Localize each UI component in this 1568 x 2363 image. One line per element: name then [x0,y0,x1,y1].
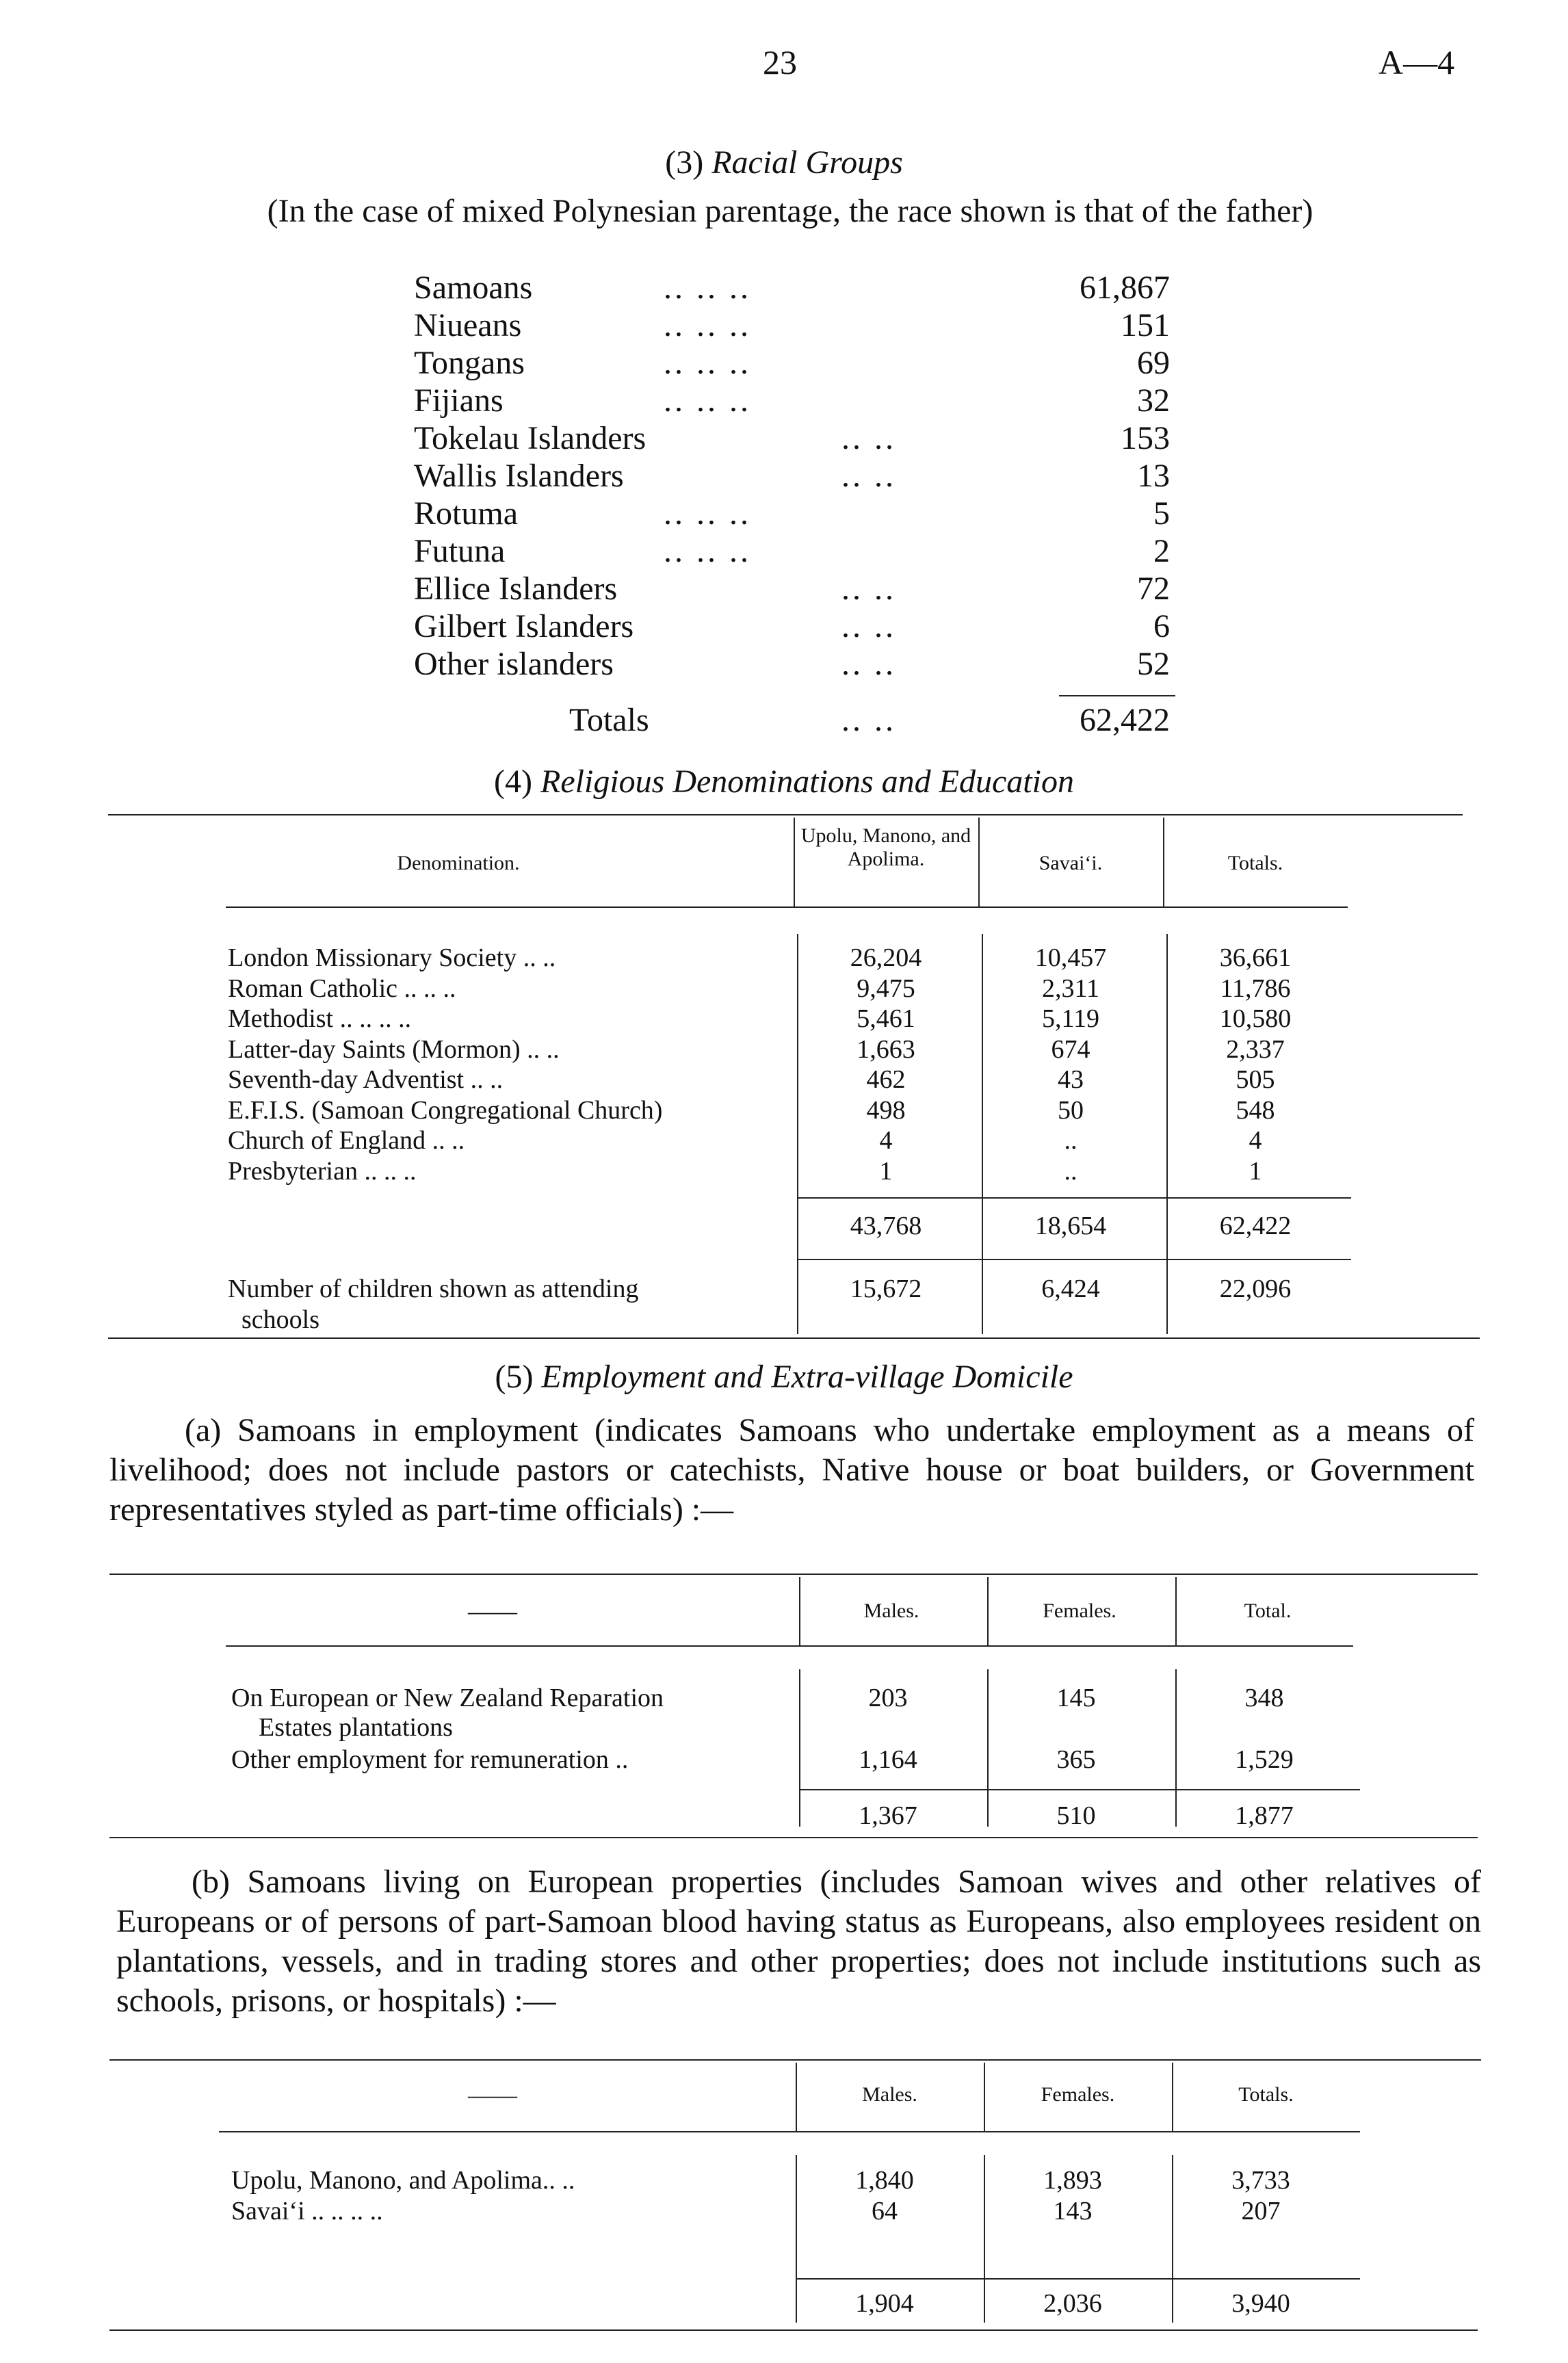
properties-head-dash: —— [468,2081,517,2109]
employment-row1-males: 203 [868,1684,908,1712]
religion-children-rule [797,1259,1351,1260]
religion-head-totals: Totals. [1227,852,1283,874]
employment-head-dash: —— [468,1597,517,1625]
employment-row2-males: 1,164 [859,1745,917,1774]
religion-row-upolu: 1,663 [857,1034,915,1064]
religion-row-savaii: .. [1064,1156,1077,1186]
religion-row-total: 36,661 [1219,943,1292,972]
religion-row-savaii: 10,457 [1034,943,1107,972]
children-upolu: 15,672 [850,1275,922,1303]
racial-row-dots: .. .. .. [664,345,751,381]
employment-row2-total: 1,529 [1235,1745,1294,1774]
religion-row-upolu: 4 [879,1126,893,1155]
employment-body-divider-3 [1175,1669,1177,1827]
properties-head-divider-3 [1172,2063,1173,2131]
racial-row-dots: .. .. .. [664,307,751,343]
employment-head-divider-1 [799,1577,800,1645]
racial-row-value: 69 [1137,345,1170,381]
racial-total-value: 62,422 [1080,702,1170,738]
properties-body-divider-3 [1172,2155,1173,2323]
religion-row-total: 2,337 [1226,1034,1285,1064]
employment-head-total: Total. [1244,1600,1292,1622]
racial-row-value: 32 [1137,382,1170,419]
religion-top-rule [108,814,1463,815]
properties-sum-females: 2,036 [1043,2289,1102,2318]
employment-sum-total: 1,877 [1235,1801,1294,1830]
properties-top-rule [109,2059,1481,2061]
religion-head-divider-1 [794,818,795,906]
religion-title: (4) Religious Denominations and Education [494,763,1074,800]
racial-row-dots: .. .. [841,458,896,494]
religion-body-divider-1 [797,934,798,1334]
employment-title: (5) Employment and Extra-village Domicile [495,1359,1073,1395]
racial-row-value: 6 [1153,608,1170,644]
religion-row-total: 11,786 [1220,974,1291,1003]
religion-row-upolu: 26,204 [850,943,922,972]
religion-bottom-rule [108,1337,1480,1339]
properties-row2-total: 207 [1241,2197,1281,2225]
racial-row-name: Other islanders [414,646,614,682]
properties-row1-name: Upolu, Manono, and Apolima.. .. [231,2166,575,2195]
properties-head-rule [219,2131,1360,2132]
employment-head-males: Males. [863,1600,919,1622]
religion-row-name: Roman Catholic .. .. .. [228,974,456,1003]
religion-row-total: 548 [1236,1095,1275,1125]
religion-head-rule [226,906,1348,908]
religion-row-upolu: 9,475 [857,974,915,1003]
religion-row-upolu: 498 [866,1095,906,1125]
racial-total-rule [1059,695,1175,696]
religion-row-name: London Missionary Society .. .. [228,943,556,972]
religion-row-name: Presbyterian .. .. .. [228,1156,417,1186]
racial-row-name: Niueans [414,307,522,343]
racial-row-dots: .. .. .. [664,382,751,419]
racial-row-value: 52 [1137,646,1170,682]
racial-row-name: Rotuma [414,495,518,532]
racial-total-dots: .. .. [841,702,896,738]
employment-head-females: Females. [1043,1600,1116,1622]
children-label-line2: schools [241,1305,319,1334]
properties-head-totals: Totals. [1238,2083,1294,2106]
employment-row1-name1: On European or New Zealand Reparation [231,1684,664,1712]
racial-row-dots: .. .. .. [664,533,751,569]
religion-sum-rule [797,1197,1351,1199]
properties-row2-males: 64 [872,2197,898,2225]
employment-para-a: (a) Samoans in employment (indicates Samoans who undertake employment as a means of livelihood; does not include pastors or catechists, Native house or boat builders, or Government representatives styled as part-time officials) :— [109,1412,1474,1528]
employment-row1-name2: Estates plantations [259,1713,453,1742]
religion-head-denomination: Denomination. [397,852,520,874]
properties-bottom-rule [109,2329,1478,2331]
religion-row-name: Methodist .. .. .. .. [228,1004,412,1033]
employment-row2-females: 365 [1056,1745,1096,1774]
page-number: 23 [763,43,797,81]
properties-body-divider-2 [984,2155,985,2323]
racial-row-dots: .. .. [841,420,896,456]
racial-row-name: Futuna [414,533,506,569]
children-label-line1: Number of children shown as attending [228,1275,639,1303]
racial-groups-title: (3) Racial Groups [665,144,903,181]
employment-body-divider-2 [987,1669,989,1827]
racial-row-value: 72 [1137,571,1170,607]
racial-row-value: 13 [1137,458,1170,494]
religion-row-upolu: 5,461 [857,1004,915,1033]
religion-sum-savaii: 18,654 [1034,1212,1107,1240]
racial-row-name: Samoans [414,270,533,306]
employment-head-rule [226,1645,1353,1647]
religion-row-total: 10,580 [1219,1004,1292,1033]
racial-row-dots: .. .. .. [664,270,751,306]
religion-row-name: Latter-day Saints (Mormon) .. .. [228,1034,560,1064]
religion-row-savaii: 674 [1051,1034,1090,1064]
properties-row1-males: 1,840 [855,2166,914,2195]
religion-row-savaii: .. [1064,1126,1077,1155]
properties-sum-males: 1,904 [855,2289,914,2318]
employment-bottom-rule [109,1837,1478,1838]
employment-head-divider-2 [987,1577,989,1645]
employment-body-divider-1 [799,1669,800,1827]
properties-sum-total: 3,940 [1231,2289,1290,2318]
racial-row-name: Tokelau Islanders [414,420,646,456]
employment-sum-males: 1,367 [859,1801,917,1830]
racial-row-dots: .. .. [841,608,896,644]
employment-row2-name1: Other employment for remuneration .. [231,1745,629,1774]
racial-groups-note: (In the case of mixed Polynesian parentage, the race shown is that of the father) [267,193,1314,229]
properties-row1-females: 1,893 [1043,2166,1102,2195]
religion-row-savaii: 2,311 [1041,974,1100,1003]
religion-head-divider-3 [1163,818,1164,906]
religion-row-savaii: 43 [1058,1065,1084,1094]
religion-row-total: 4 [1249,1126,1262,1155]
employment-top-rule [109,1574,1478,1575]
racial-row-value: 153 [1121,420,1170,456]
religion-row-name: E.F.I.S. (Samoan Congregational Church) [228,1095,663,1125]
properties-row2-name: Savai‘i .. .. .. .. [231,2197,383,2225]
properties-head-males: Males. [862,2083,917,2106]
properties-head-divider-2 [984,2063,985,2131]
properties-body-divider-1 [796,2155,797,2323]
racial-row-dots: .. .. [841,571,896,607]
racial-row-value: 61,867 [1080,270,1170,306]
racial-row-value: 2 [1153,533,1170,569]
properties-para-b: (b) Samoans living on European properties (includes Samoan wives and other relatives of Europeans or of persons of part-Samoan blood having status as Europeans, also employees resident on plantations, vessels, and in trading stores and other properties; does not include institutions such as schools, prisons, or hospitals) :— [116,1864,1481,2019]
employment-row1-total: 348 [1244,1684,1284,1712]
properties-sum-rule [796,2278,1360,2280]
properties-row1-total: 3,733 [1231,2166,1290,2195]
racial-row-name: Fijians [414,382,504,419]
properties-head-divider-1 [796,2063,797,2131]
racial-row-name: Tongans [414,345,525,381]
properties-head-females: Females. [1041,2083,1115,2106]
properties-row2-females: 143 [1053,2197,1093,2225]
religion-row-savaii: 50 [1058,1095,1084,1125]
employment-head-divider-3 [1175,1577,1177,1645]
employment-row1-females: 145 [1056,1684,1096,1712]
employment-sum-rule [799,1789,1360,1790]
racial-total-label: Totals [569,702,649,738]
religion-row-upolu: 1 [879,1156,893,1186]
religion-sum-total: 62,422 [1219,1212,1292,1240]
religion-row-savaii: 5,119 [1041,1004,1100,1033]
religion-body-divider-3 [1166,934,1168,1334]
racial-row-dots: .. .. .. [664,495,751,532]
religion-body-divider-2 [982,934,983,1334]
religion-row-name: Seventh-day Adventist .. .. [228,1065,504,1094]
religion-sum-upolu: 43,768 [850,1212,922,1240]
religion-row-name: Church of England .. .. [228,1126,465,1155]
racial-row-value: 151 [1121,307,1170,343]
racial-row-name: Ellice Islanders [414,571,618,607]
employment-sum-females: 510 [1056,1801,1096,1830]
report-code: A—4 [1378,43,1455,81]
racial-row-name: Gilbert Islanders [414,608,634,644]
racial-row-value: 5 [1153,495,1170,532]
religion-row-upolu: 462 [866,1065,906,1094]
racial-row-dots: .. .. [841,646,896,682]
racial-row-name: Wallis Islanders [414,458,624,494]
children-savaii: 6,424 [1041,1275,1100,1303]
religion-head-divider-2 [978,818,980,906]
children-total: 22,096 [1219,1275,1292,1303]
religion-head-upolu: Upolu, Manono, and Apolima. [800,824,971,870]
religion-row-total: 1 [1249,1156,1262,1186]
religion-head-savaii: Savai‘i. [1038,852,1103,874]
religion-row-total: 505 [1236,1065,1275,1094]
